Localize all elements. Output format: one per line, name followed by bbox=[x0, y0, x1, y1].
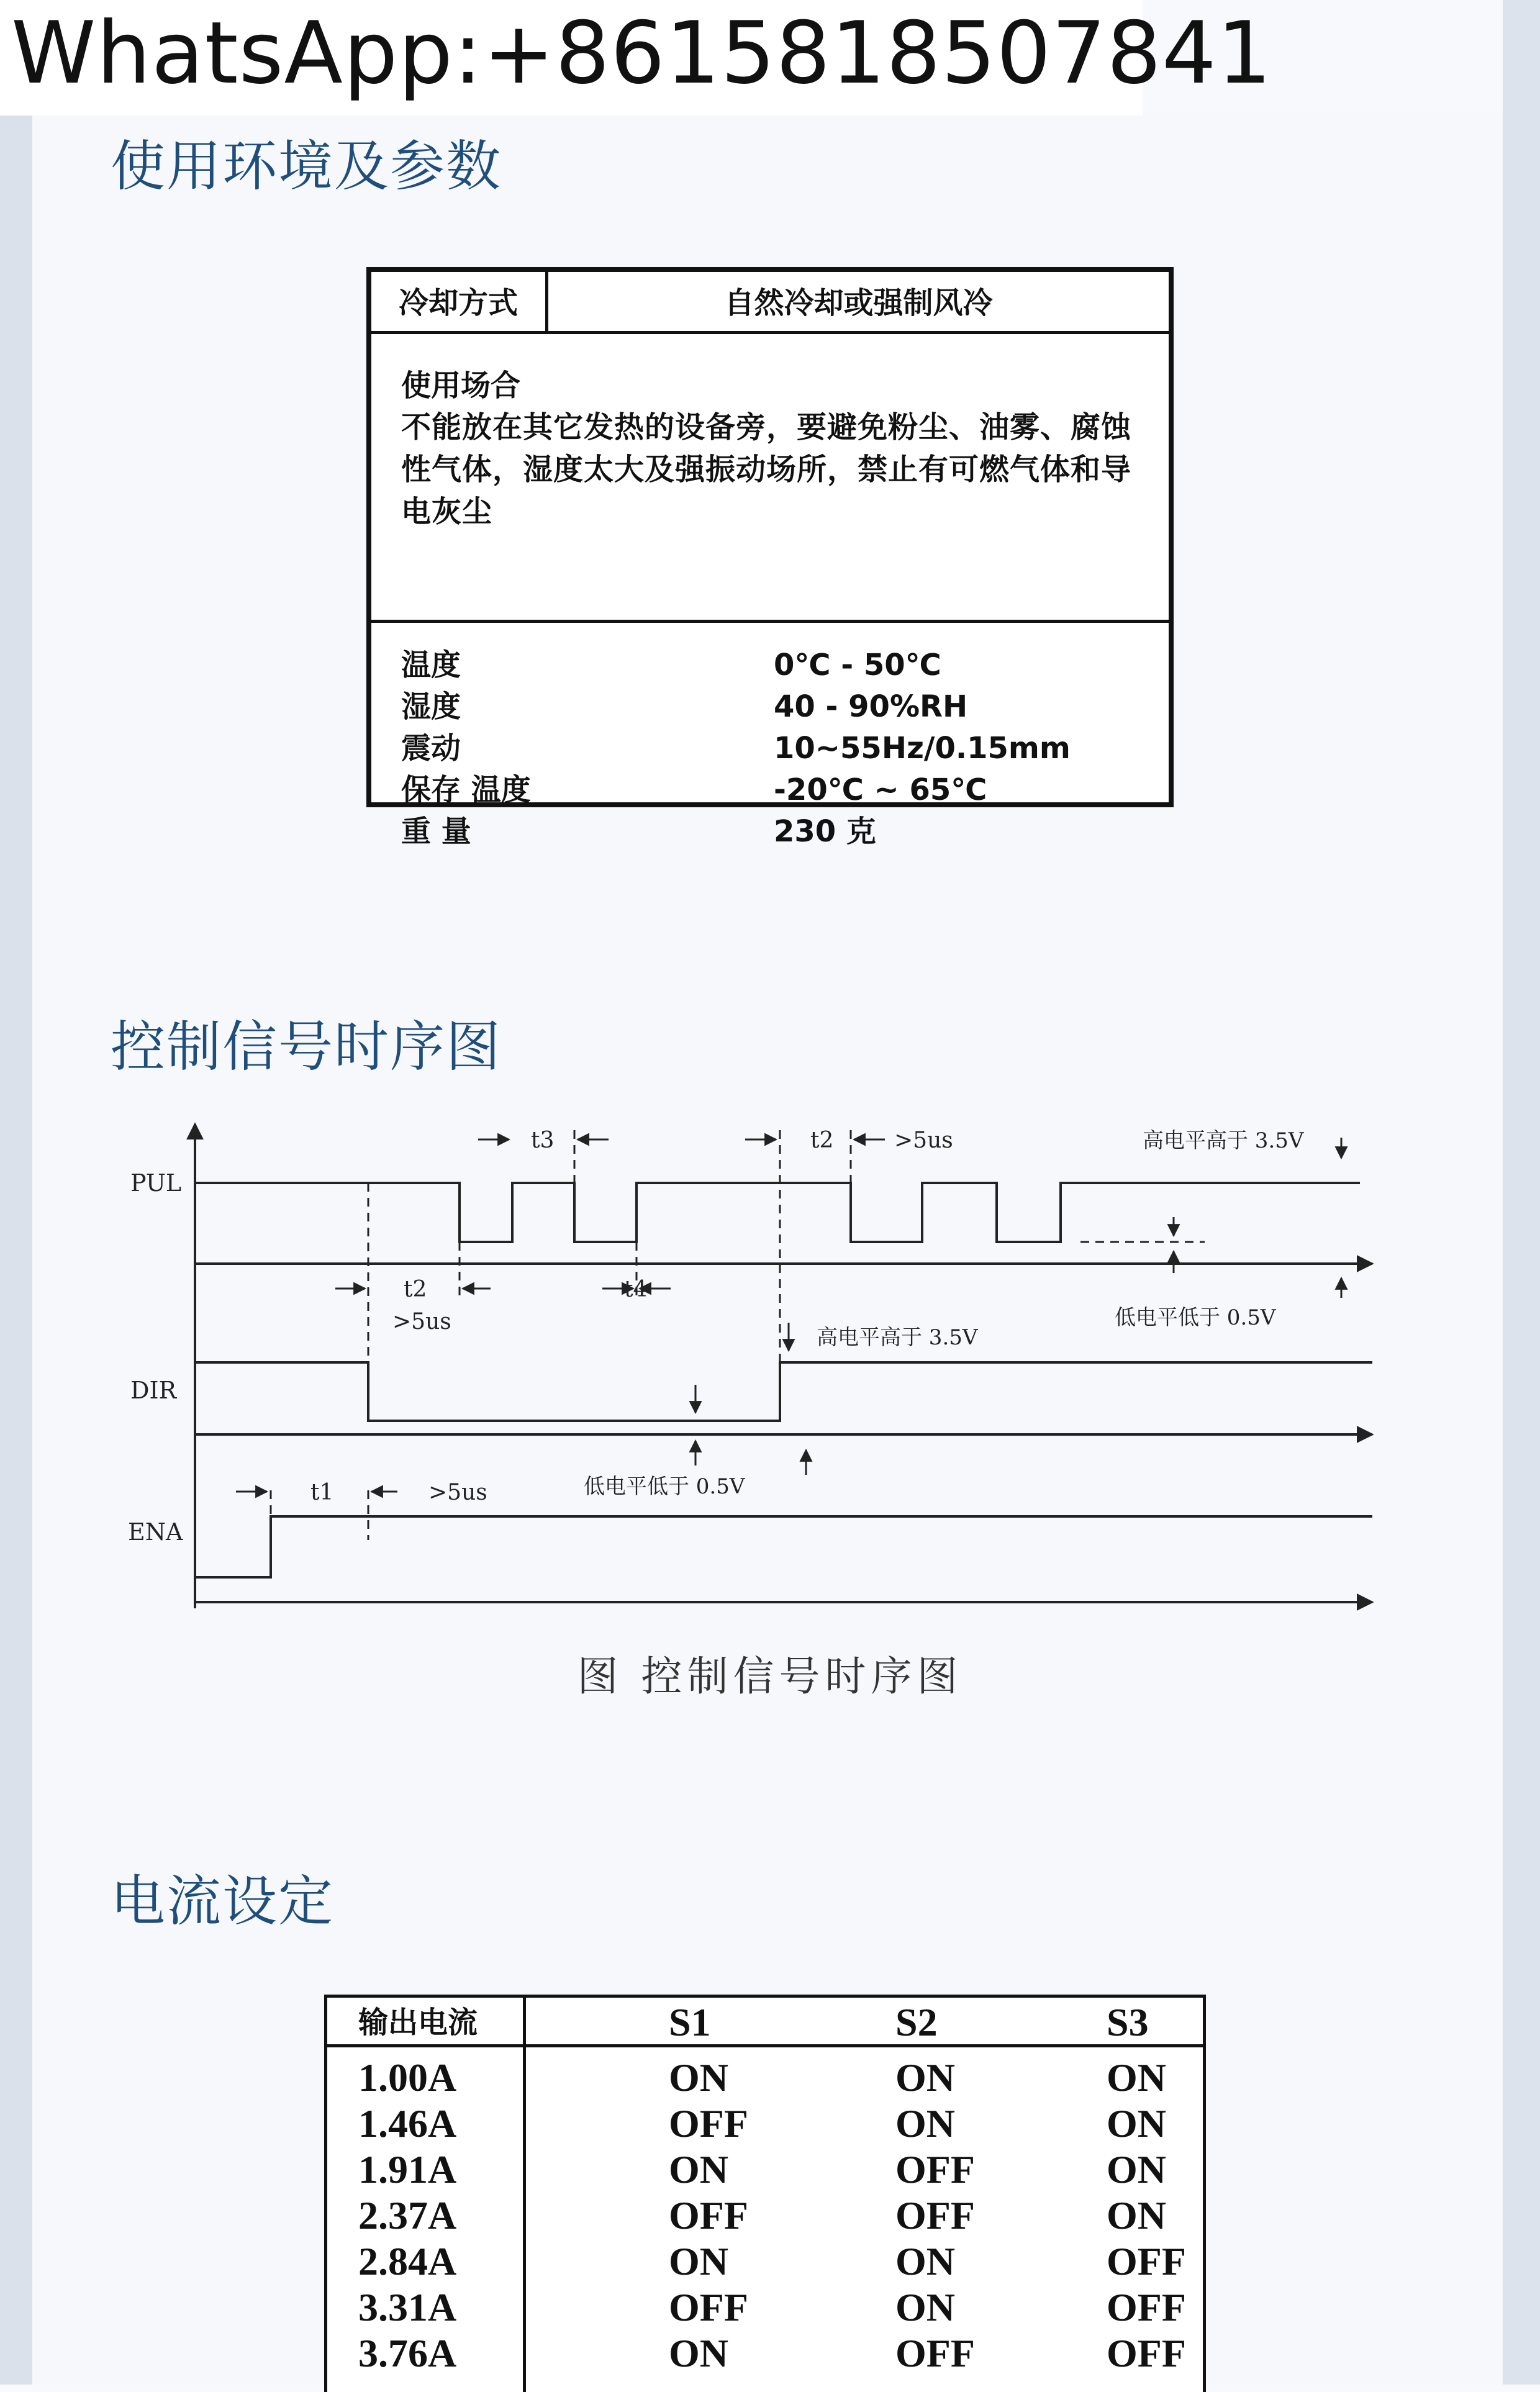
param-label: 湿度 bbox=[401, 689, 461, 724]
pul-label: PUL bbox=[130, 1169, 182, 1197]
t3-label: t3 bbox=[531, 1128, 555, 1153]
low-level-label-pul: 低电平低于 0.5V bbox=[1115, 1305, 1276, 1330]
param-label: 保存 温度 bbox=[401, 772, 531, 807]
right-margin-band bbox=[1503, 0, 1540, 2385]
environment-table bbox=[366, 267, 1174, 849]
param-vibration bbox=[401, 728, 1146, 769]
t2-top-label: t2 bbox=[810, 1128, 834, 1153]
current-cell: 2.37A bbox=[358, 2193, 457, 2237]
header-s2: S2 bbox=[895, 2000, 938, 2044]
cooling-row bbox=[371, 272, 1169, 334]
usage-block bbox=[371, 334, 1169, 849]
s1-cell: ON bbox=[669, 2239, 728, 2283]
dir-label: DIR bbox=[130, 1377, 177, 1404]
param-humidity bbox=[401, 686, 1146, 728]
current-cell: 1.46A bbox=[358, 2101, 457, 2145]
high-level-label-dir: 高电平高于 3.5V bbox=[817, 1325, 978, 1350]
param-temperature bbox=[401, 645, 1146, 686]
s1-cell: OFF bbox=[669, 2193, 748, 2237]
table-body bbox=[327, 2055, 1203, 2376]
param-label: 重 量 bbox=[401, 814, 471, 849]
header-s1: S1 bbox=[669, 2000, 711, 2044]
parameter-list bbox=[401, 645, 1146, 853]
ena-waveform bbox=[196, 1516, 1372, 1577]
table-header-row bbox=[327, 1998, 1203, 2047]
t2-bottom-label: t2 bbox=[404, 1277, 427, 1302]
s1-cell: OFF bbox=[669, 2285, 748, 2329]
s3-cell: ON bbox=[1107, 2101, 1166, 2145]
s1-cell: ON bbox=[669, 2055, 728, 2100]
table-row bbox=[327, 2285, 1203, 2331]
table-divider bbox=[371, 620, 1169, 623]
low-level-label-dir: 低电平低于 0.5V bbox=[584, 1474, 745, 1499]
table-row bbox=[327, 2193, 1203, 2239]
t4-label: t4 bbox=[624, 1277, 648, 1302]
t1-label: t1 bbox=[310, 1480, 334, 1505]
whatsapp-contact-text: WhatsApp:+8615818507841 bbox=[11, 3, 1272, 103]
table-row bbox=[327, 2147, 1203, 2193]
current-cell: 2.84A bbox=[358, 2239, 457, 2283]
ena-label: ENA bbox=[128, 1518, 183, 1546]
s1-cell: ON bbox=[669, 2147, 728, 2191]
current-section-title: 电流设定 bbox=[111, 1869, 335, 1933]
high-level-label-pul: 高电平高于 3.5V bbox=[1143, 1128, 1304, 1153]
left-margin-band bbox=[0, 112, 32, 2385]
s3-cell: ON bbox=[1107, 2147, 1166, 2191]
param-value: 40 - 90%RH bbox=[774, 689, 968, 724]
param-value: 0℃ - 50℃ bbox=[774, 648, 941, 682]
timing-diagram bbox=[112, 1112, 1391, 1621]
s2-cell: OFF bbox=[895, 2193, 975, 2237]
s2-cell: OFF bbox=[895, 2147, 975, 2191]
s2-cell: ON bbox=[895, 2055, 955, 2100]
s3-cell: ON bbox=[1107, 2193, 1166, 2237]
timing-section-title: 控制信号时序图 bbox=[111, 1015, 502, 1079]
current-cell: 1.00A bbox=[358, 2055, 457, 2100]
param-value: 230 克 bbox=[774, 814, 876, 849]
pul-waveform bbox=[196, 1183, 1360, 1242]
s3-cell: OFF bbox=[1107, 2285, 1186, 2329]
s2-cell: ON bbox=[895, 2285, 955, 2329]
timing-caption: 图 控制信号时序图 bbox=[577, 1652, 963, 1700]
s1-cell: OFF bbox=[669, 2101, 748, 2145]
param-label: 温度 bbox=[401, 648, 461, 682]
s1-cell: ON bbox=[669, 2331, 728, 2375]
usage-title: 使用场合 bbox=[401, 368, 521, 403]
param-weight bbox=[401, 811, 1146, 853]
watermark-banner bbox=[0, 0, 1272, 116]
param-storage-temperature bbox=[401, 769, 1146, 811]
s3-cell: ON bbox=[1107, 2055, 1166, 2100]
cooling-label: 冷却方式 bbox=[371, 272, 548, 331]
param-value: -20℃ ~ 65℃ bbox=[774, 772, 987, 807]
current-cell: 3.31A bbox=[358, 2285, 457, 2329]
header-s3: S3 bbox=[1107, 2000, 1149, 2044]
table-row bbox=[327, 2239, 1203, 2285]
environment-section-title: 使用环境及参数 bbox=[111, 134, 502, 198]
dir-waveform bbox=[196, 1362, 1372, 1421]
table-row bbox=[327, 2331, 1203, 2376]
param-value: 10~55Hz/0.15mm bbox=[774, 731, 1071, 766]
gt5us-top-label: >5us bbox=[894, 1128, 953, 1153]
s2-cell: OFF bbox=[895, 2331, 975, 2375]
current-cell: 1.91A bbox=[358, 2147, 457, 2191]
table-row bbox=[327, 2101, 1203, 2147]
current-setting-table bbox=[324, 1995, 1206, 2392]
gt5us-ena-label: >5us bbox=[428, 1480, 487, 1505]
current-cell: 3.76A bbox=[358, 2331, 457, 2375]
s3-cell: OFF bbox=[1107, 2331, 1186, 2375]
param-label: 震动 bbox=[401, 731, 461, 766]
s2-cell: ON bbox=[895, 2101, 955, 2145]
header-output-current: 输出电流 bbox=[358, 2005, 478, 2040]
s3-cell: OFF bbox=[1107, 2239, 1186, 2283]
cooling-value: 自然冷却或强制风冷 bbox=[724, 286, 993, 320]
usage-text: 不能放在其它发热的设备旁，要避免粉尘、油雾、腐蚀性气体，湿度太大及强振动场所，禁止有可燃气体和导电灰尘 bbox=[401, 410, 1132, 529]
gt5us-bottom-label: >5us bbox=[392, 1309, 451, 1334]
table-row bbox=[327, 2055, 1203, 2101]
s2-cell: ON bbox=[895, 2239, 955, 2283]
